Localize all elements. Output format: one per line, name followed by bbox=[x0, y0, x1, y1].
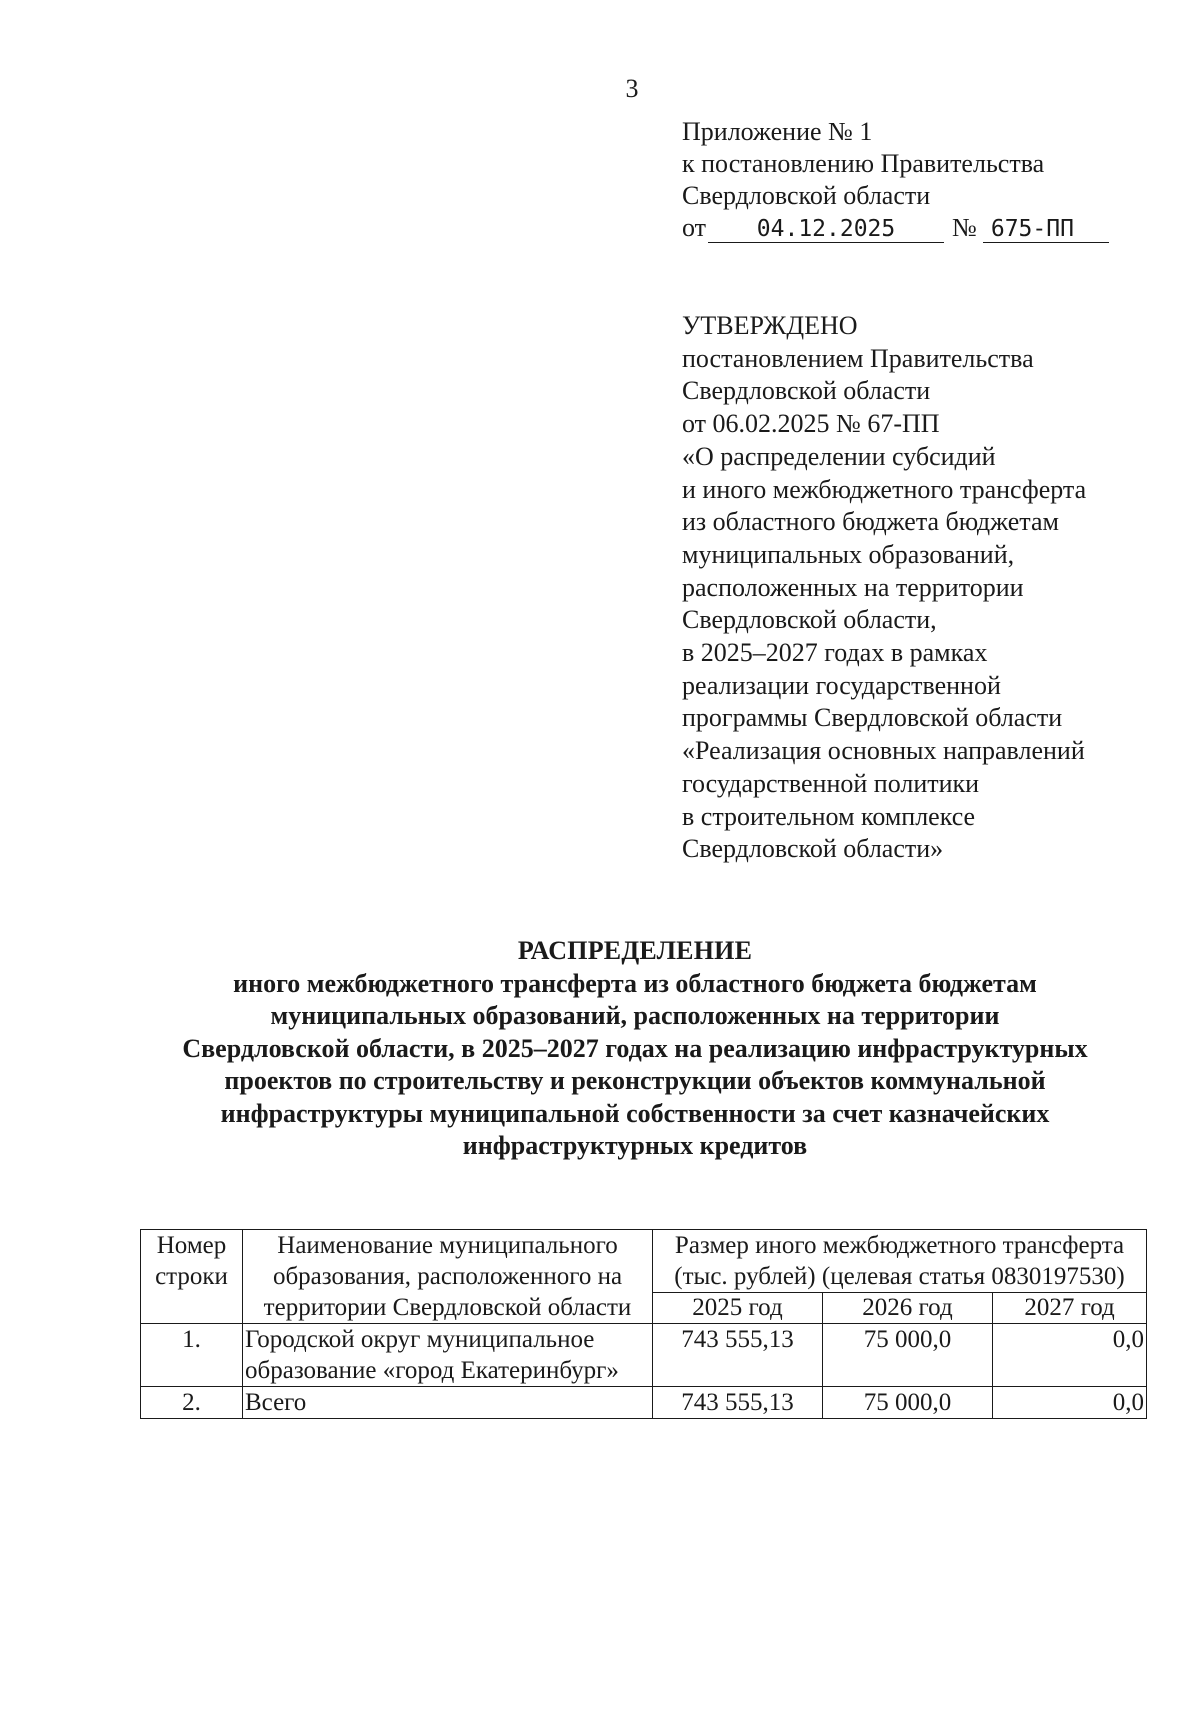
document-title bbox=[120, 935, 1150, 1163]
total-2025-cell: 743 555,13 bbox=[653, 1387, 823, 1419]
title-line: инфраструктурных кредитов bbox=[462, 1131, 808, 1160]
table-row bbox=[141, 1324, 1147, 1387]
approved-line: государственной политики bbox=[682, 768, 980, 798]
title-line: муниципальных образований, расположенных на территории bbox=[270, 1001, 1000, 1030]
header-transfer-amount: Размер иного межбюджетного трансферта (тыс. рублей) (целевая статья 0830197530) bbox=[653, 1230, 1147, 1293]
total-2026-cell: 75 000,0 bbox=[823, 1387, 993, 1419]
table-row-total bbox=[141, 1387, 1147, 1419]
approved-line: «Реализация основных направлений bbox=[682, 736, 1085, 766]
approved-line: Свердловской области bbox=[682, 376, 931, 406]
approved-line: «О распределении субсидий bbox=[682, 441, 996, 471]
header-year-2025: 2025 год bbox=[653, 1293, 823, 1324]
number-label: № bbox=[952, 213, 977, 242]
approved-line: и иного межбюджетного трансферта bbox=[682, 474, 1087, 504]
approved-line: реализации государственной bbox=[682, 670, 1001, 700]
title-line: иного межбюджетного трансферта из областного бюджета бюджетам bbox=[233, 968, 1037, 998]
title-line: инфраструктуры муниципальной собственности за счет казначейских bbox=[220, 1098, 1050, 1128]
approved-line: программы Свердловской области bbox=[682, 703, 1063, 733]
value-2025-cell: 743 555,13 bbox=[653, 1324, 823, 1387]
approved-line: Свердловской области» bbox=[682, 834, 944, 864]
appendix-block bbox=[682, 116, 1109, 244]
approved-line: постановлением Правительства bbox=[682, 343, 1034, 373]
title-line: проектов по строительству и реконструкции объектов коммунальной bbox=[224, 1066, 1046, 1095]
row-number-cell: 2. bbox=[141, 1387, 243, 1419]
approved-line: в строительном комплексе bbox=[682, 801, 976, 831]
approved-line: Свердловской области, bbox=[682, 605, 937, 635]
header-row-number: Номер строки bbox=[141, 1230, 243, 1324]
approved-block bbox=[682, 310, 1086, 866]
total-2027-cell: 0,0 bbox=[993, 1387, 1147, 1419]
approved-line: от 06.02.2025 № 67-ПП bbox=[682, 409, 940, 439]
municipality-name-cell: Городской округ муниципальное образование «город Екатеринбург» bbox=[243, 1324, 653, 1387]
approved-line: из областного бюджета бюджетам bbox=[682, 507, 1059, 537]
approved-line: муниципальных образований, bbox=[682, 539, 1015, 569]
from-label: от bbox=[682, 213, 707, 242]
total-label-cell: Всего bbox=[243, 1387, 653, 1419]
header-year-2027: 2027 год bbox=[993, 1293, 1147, 1324]
table-header-row bbox=[141, 1230, 1147, 1293]
header-municipality-name: Наименование муниципального образования, расположенного на территории Свердловской области bbox=[243, 1230, 653, 1324]
approved-heading: УТВЕРЖДЕНО bbox=[682, 311, 858, 340]
approved-line: в 2025–2027 годах в рамках bbox=[682, 638, 988, 668]
appendix-region: Свердловской области bbox=[682, 181, 931, 210]
value-2026-cell: 75 000,0 bbox=[823, 1324, 993, 1387]
resolution-date: 04.12.2025 bbox=[708, 216, 944, 243]
appendix-title: Приложение № 1 bbox=[682, 117, 873, 146]
approved-line: расположенных на территории bbox=[682, 572, 1024, 602]
header-year-2026: 2026 год bbox=[823, 1293, 993, 1324]
row-number-cell: 1. bbox=[141, 1324, 243, 1387]
title-heading: РАСПРЕДЕЛЕНИЕ bbox=[517, 936, 753, 965]
value-2027-cell: 0,0 bbox=[993, 1324, 1147, 1387]
appendix-date-line bbox=[682, 212, 1109, 244]
title-line: Свердловской области, в 2025–2027 годах на реализацию инфраструктурных bbox=[182, 1033, 1088, 1063]
appendix-resolution: к постановлению Правительства bbox=[682, 149, 1045, 178]
page-number: 3 bbox=[625, 74, 639, 103]
distribution-table bbox=[140, 1229, 1147, 1419]
resolution-number: 675-ПП bbox=[983, 216, 1109, 243]
